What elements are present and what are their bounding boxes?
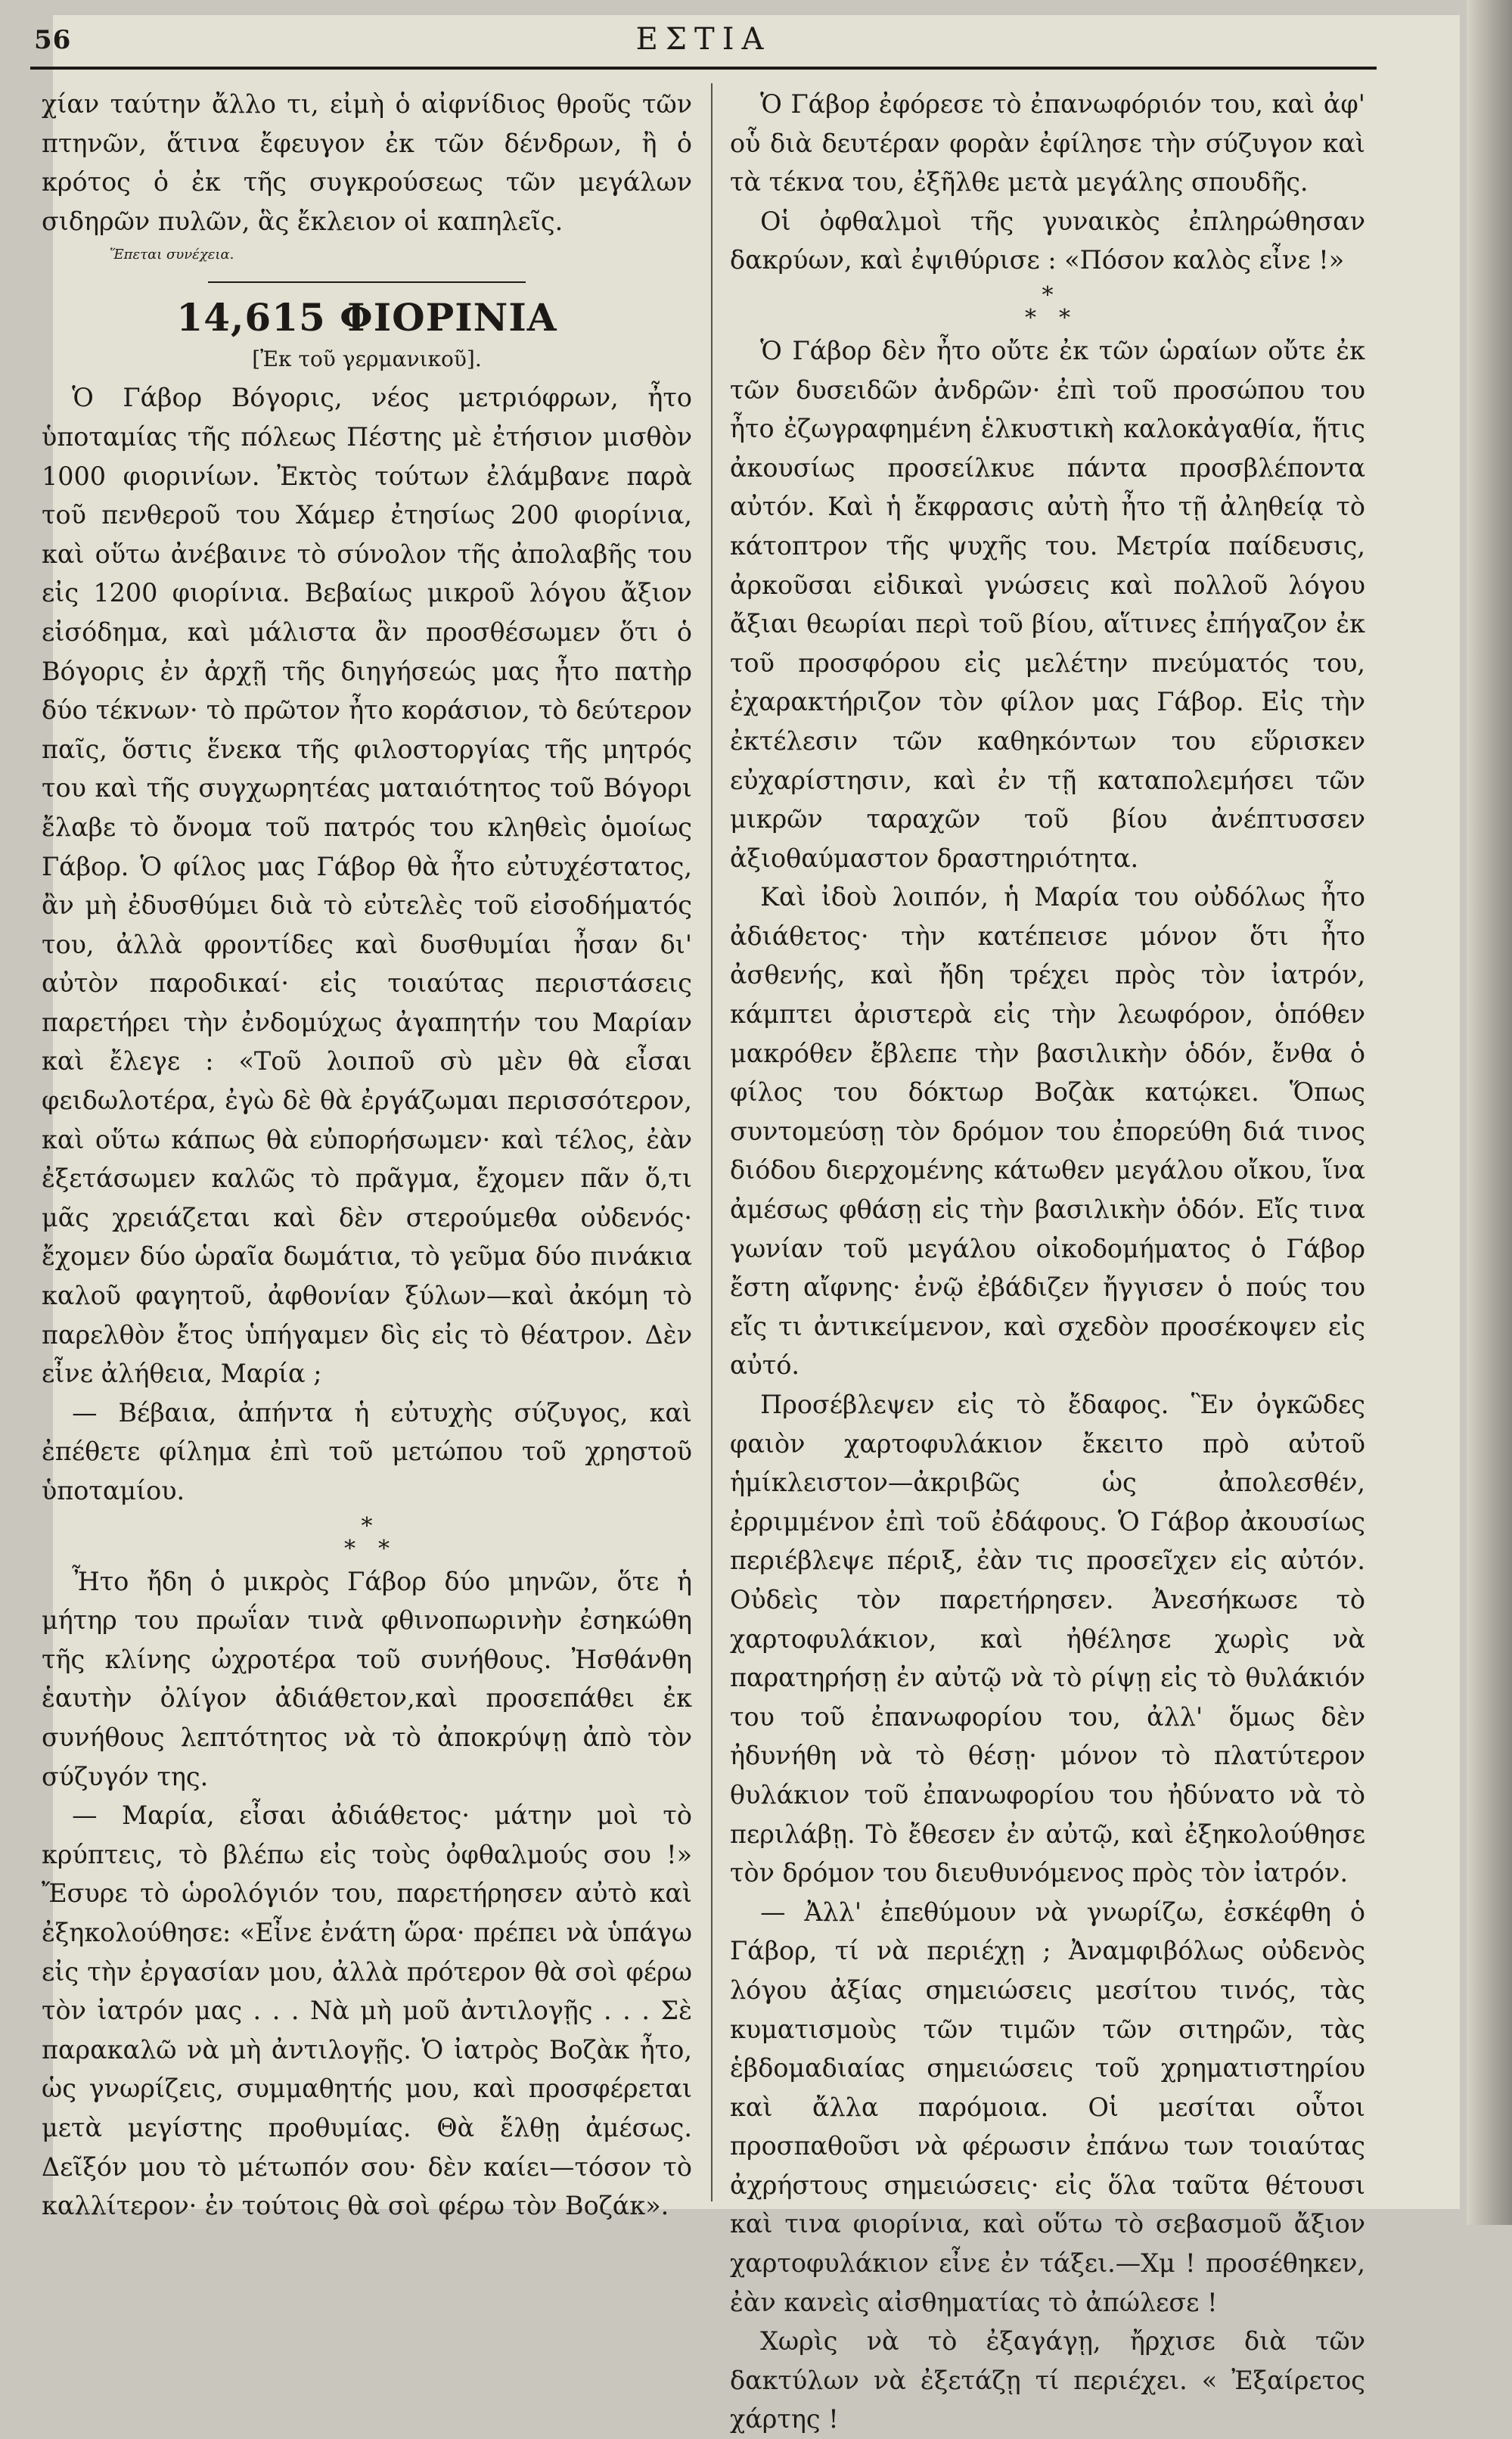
- paragraph: — Ἀλλ' ἐπεθύμουν νὰ γνωρίζω, ἐσκέφθη ὁ Γάβορ, τί νὰ περιέχῃ ; Ἀναμφιβόλως οὐδενὸς λόγου ἀξίας σημειώσεις μεσίτου τινός, τὰς κυματισμοὺς τῶν τιμῶν τῶν σιτηρῶν, τὰς ἑβδομαδιαίας σημειώσεις τοῦ χρηματιστηρίου καὶ ἄλλα παρόμοια. Οἱ μεσίται οὗτοι προσπαθοῦσι νὰ φέρωσιν ἐπάνω των τοιαύτας ἀχρήστους σημειώσεις· εἰς ὅλα ταῦτα θέτουσι καὶ τινα φιορίνια, καὶ οὕτω τὸ σεβασμοῦ ἄξιον χαρτοφυλάκιον εἶνε ἐν τάξει.—Χμ ! προσέθηκεν, ἐὰν κανεὶς αἰσθηματίας τὸ ἀπώλεσε !: [730, 1897, 1365, 2317]
- paragraph: Ὁ Γάβορ ἐφόρεσε τὸ ἐπανωφόριόν του, καὶ ἀφ' οὗ διὰ δευτέραν φορὰν ἐφίλησε τὴν σύζυγον καὶ τὰ τέκνα του, ἐξῆλθε μετὰ μεγάλης σπουδῆς.: [730, 89, 1365, 197]
- section-asterism: [42, 1512, 692, 1562]
- page-header: [34, 19, 1373, 64]
- previous-story-ending: χίαν ταύτην ἄλλο τι, εἰμὴ ὁ αἰφνίδιος θροῦς τῶν πτηνῶν, ἅτινα ἔφευγον ἐκ τῶν δένδρων, ἢ ὁ κρότος ὁ ἐκ τῆς συγκρούσεως τῶν μεγάλων σιδηρῶν πυλῶν, ἃς ἔκλειον οἱ καπηλεῖς.: [42, 89, 692, 236]
- asterism-bottom: * *: [344, 1535, 390, 1562]
- section-asterism: [730, 281, 1365, 331]
- right-column: [730, 85, 1365, 2439]
- journal-title: ΕΣΤΙΑ: [635, 22, 772, 57]
- paragraph: — Βέβαια, ἀπήντα ἡ εὐτυχὴς σύζυγος, καὶ ἐπέθετε φίλημα ἐπὶ τοῦ μετώπου τοῦ χρηστοῦ ὑποταμίου.: [42, 1397, 692, 1505]
- asterism-top: *: [1042, 281, 1054, 309]
- title-rule: [208, 281, 526, 283]
- header-rule: [30, 67, 1377, 70]
- story-title: 14,615 ΦΙΟΡΙΝΙΑ: [176, 295, 557, 340]
- paragraph: — Μαρία, εἶσαι ἀδιάθετος· μάτην μοὶ τὸ κρύπτεις, τὸ βλέπω εἰς τοὺς ὀφθαλμούς σου !» Ἔσυρε τὸ ὡρολόγιόν του, παρετήρησεν αὐτὸ καὶ ἐξηκολούθησε: «Εἶνε ἐνάτη ὥρα· πρέπει νὰ ὑπάγω εἰς τὴν ἐργασίαν μου, ἀλλὰ πρότερον θὰ σοὶ φέρω τὸν ἰατρόν μας . . . Νὰ μὴ μοῦ ἀντιλογῇς . . . Σὲ παρακαλῶ νὰ μὴ ἀντιλογῇς. Ὁ ἰατρὸς Βοζὰκ ἦτο, ὡς γνωρίζεις, συμμαθητής μου, καὶ προσφέρεται μετὰ μεγίστης προθυμίας. Θὰ ἔλθῃ ἀμέσως. Δεῖξόν μου τὸ μέτωπόν σου· δὲν καίει—τόσον τὸ καλλίτερον· ἐν τούτοις θὰ σοὶ φέρω τὸν Βοζάκ».: [42, 1801, 692, 2221]
- column-divider: [711, 83, 713, 2201]
- paragraph: Προσέβλεψεν εἰς τὸ ἔδαφος. Ἓν ὀγκῶδες φαιὸν χαρτοφυλάκιον ἔκειτο πρὸ αὐτοῦ ἡμίκλειστον—ἀκριβῶς ὡς ἀπολεσθέν, ἐρριμμένον ἐπὶ τοῦ ἐδάφους. Ὁ Γάβορ ἀκουσίως περιέβλεψε πέριξ, ἐὰν τις προσεῖχεν εἰς αὐτόν. Οὐδεὶς τὸν παρετήρησεν. Ἀνεσήκωσε τὸ χαρτοφυλάκιον, καὶ ἠθέλησε χωρὶς νὰ παρατηρήσῃ ἐν αὐτῷ νὰ τὸ ρίψῃ εἰς τὸ θυλάκιόν του τοῦ ἐπανωφορίου του, ἀλλ' ὅμως δὲν ἠδυνήθη νὰ τὸ θέσῃ· μόνον τὸ πλατύτερον θυλάκιον τοῦ ἐπανωφορίου του ἠδύνατο νὰ τὸ περιλάβῃ. Τὸ ἔθεσεν ἐν αὐτῷ, καὶ ἐξηκολούθησε τὸν δρόμον του διευθυνόμενος πρὸς τὸν ἰατρόν.: [730, 1390, 1365, 1888]
- story-subtitle: [Ἐκ τοῦ γερμανικοῦ].: [252, 346, 482, 372]
- paragraph: Οἱ ὀφθαλμοὶ τῆς γυναικὸς ἐπληρώθησαν δακρύων, καὶ ἐψιθύρισε : «Πόσον καλὸς εἶνε !»: [730, 206, 1365, 275]
- asterism-top: *: [361, 1512, 373, 1540]
- page-number: 56: [34, 25, 72, 55]
- paragraph: Ὁ Γάβορ Βόγορις, νέος μετριόφρων, ἦτο ὑποταμίας τῆς πόλεως Πέστης μὲ ἐτήσιον μισθὸν 1000 φιορινίων. Ἐκτὸς τούτων ἐλάμβανε παρὰ τοῦ πενθεροῦ του Χάμερ ἐτησίως 200 φιορίνια, καὶ οὕτω ἀνέβαινε τὸ σύνολον τῆς ἀπολαβῆς του εἰς 1200 φιορίνια. Βεβαίως μικροῦ λόγου ἄξιον εἰσόδημα, καὶ μάλιστα ἂν προσθέσωμεν ὅτι ὁ Βόγορις ἐν ἀρχῇ τῆς διηγήσεώς μας ἦτο πατὴρ δύο τέκνων· τὸ πρῶτον ἦτο κοράσιον, τὸ δεύτερον παῖς, ὅστις ἕνεκα τῆς φιλοστοργίας τῆς μητρός του καὶ τῆς συγχωρητέας ματαιότητος τοῦ Βόγορι ἔλαβε τὸ ὄνομα τοῦ πατρός του κληθεὶς ὁμοίως Γάβορ. Ὁ φίλος μας Γάβορ θὰ ἦτο εὐτυχέστατος, ἂν μὴ ἐδυσθύμει διὰ τὸ εὐτελὲς τοῦ εἰσοδήματός του, ἀλλὰ φροντίδες καὶ δυσθυμίαι ἦσαν δι' αὐτὸν παροδικαί· εἰς τοιαύτας περιστάσεις παρετήρει τὴν ἐνδομύχως ἀγαπητήν του Μαρίαν καὶ ἔλεγε : «Τοῦ λοιποῦ σὺ μὲν θὰ εἶσαι φειδωλοτέρα, ἐγὼ δὲ θὰ ἐργάζωμαι περισσότερον, καὶ οὕτω κάπως θὰ εὐπορήσωμεν· καὶ τέλος, ἐὰν ἐξετάσωμεν καλῶς τὸ πρᾶγμα, ἔχομεν πᾶν ὅ,τι μᾶς χρειάζεται καὶ δὲν στερούμεθα οὐδενός· ἔχομεν δύο ὡραῖα δωμάτια, τὸ γεῦμα δύο πινάκια καλοῦ φαγητοῦ, ἀφθονίαν ξύλων—καὶ ἀκόμη τὸ παρελθὸν ἔτος ὑπήγαμεν δὶς εἰς τὸ θέατρον. Δὲν εἶνε ἀλήθεια, Μαρία ;: [42, 383, 692, 1389]
- paragraph: Χωρὶς νὰ τὸ ἐξαγάγῃ, ἤρχισε διὰ τῶν δακτύλων νὰ ἐξετάζῃ τί περιέχει. « Ἐξαίρετος χάρτης !: [730, 2326, 1365, 2434]
- paragraph: Ὁ Γάβορ δὲν ἦτο οὔτε ἐκ τῶν ὡραίων οὔτε ἐκ τῶν δυσειδῶν ἀνδρῶν· ἐπὶ τοῦ προσώπου του ἦτο ἐζωγραφημένη ἑλκυστικὴ καλοκἀγαθία, ἥτις ἀκουσίως προσείλκυε πάντα προσβλέποντα αὐτόν. Καὶ ἡ ἔκφρασις αὐτὴ ἦτο τῇ ἀληθείᾳ τὸ κάτοπτρον τῆς ψυχῆς του. Μετρία παίδευσις, ἀρκοῦσαι εἰδικαὶ γνώσεις καὶ πολλοῦ λόγου ἄξιαι θεωρίαι περὶ τοῦ βίου, αἵτινες ἐπήγαζον ἐκ τοῦ προσφόρου εἰς μελέτην πνεύματός του, ἐχαρακτήριζον τὸν φίλον μας Γάβορ. Εἰς τὴν ἐκτέλεσιν τῶν καθηκόντων του εὕρισκεν εὐχαρίστησιν, καὶ ἐν τῇ καταπολεμήσει τῶν μικρῶν ταραχῶν τοῦ βίου ἀνέπτυσσεν ἀξιοθαύμαστον δραστηριότητα.: [730, 335, 1365, 873]
- continued-note: Ἕπεται συνέχεια.: [110, 247, 234, 263]
- paragraph: Καὶ ἰδοὺ λοιπόν, ἡ Μαρία του οὐδόλως ἦτο ἀδιάθετος· τὴν κατέπεισε μόνον ὅτι ἦτο ἀσθενής, καὶ ἤδη τρέχει πρὸς τὸν ἰατρόν, κάμπτει ἀριστερὰ εἰς τὴν λεωφόρον, ὁπόθεν μακρόθεν ἔβλεπε τὴν βασιλικὴν ὁδόν, ἔνθα ὁ φίλος του δόκτωρ Βοζὰκ κατῴκει. Ὅπως συντομεύσῃ τὸν δρόμον του ἐπορεύθη διά τινος διόδου διερχομένης κάτωθεν μεγάλου οἴκου, ἵνα ἀμέσως φθάσῃ εἰς τὴν βασιλικὴν ὁδόν. Εἴς τινα γωνίαν τοῦ μεγάλου οἰκοδομήματος ὁ Γάβορ ἔστη αἴφνης· ἐνῷ ἐβάδιζεν ἤγγισεν ὁ πούς του εἴς τι ἀντικείμενον, καὶ σχεδὸν προσέκοψεν εἰς αὐτό.: [730, 882, 1365, 1381]
- paragraph: Ἦτο ἤδη ὁ μικρὸς Γάβορ δύο μηνῶν, ὅτε ἡ μήτηρ του πρωΐαν τινὰ φθινοπωρινὴν ἐσηκώθη τῆς κλίνης ὠχροτέρα τοῦ συνήθους. Ἠσθάνθη ἑαυτὴν ὀλίγον ἀδιάθετον,καὶ προσεπάθει ἐκ συνήθους λεπτότητος νὰ τὸ ἀποκρύψῃ ἀπὸ τὸν σύζυγόν της.: [42, 1566, 692, 1791]
- book-gutter: [1467, 0, 1512, 2225]
- asterism-bottom: * *: [1025, 304, 1070, 331]
- left-column: [42, 85, 692, 2226]
